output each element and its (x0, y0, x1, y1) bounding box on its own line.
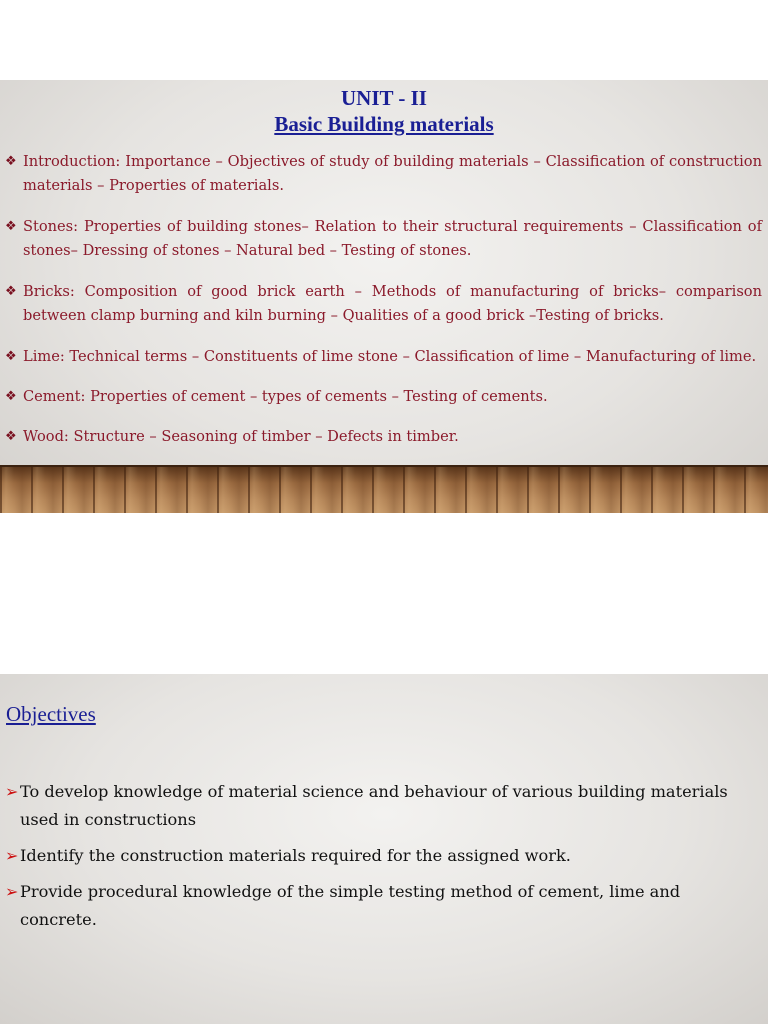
list-item-text: Lime: Technical terms – Constituents of lime stone – Classification of lime – Manufacturing of lime. (23, 348, 757, 365)
diamond-bullet-icon: ❖ (5, 349, 17, 364)
wood-floor-decoration (0, 465, 768, 513)
list-item (5, 345, 762, 385)
list-item-text: To develop knowledge of material science and behaviour of various building materials used in constructions (20, 782, 728, 829)
arrow-bullet-icon: ➢ (5, 882, 19, 901)
diamond-bullet-icon: ❖ (5, 389, 17, 404)
unit-subtitle: Basic Building materials (274, 112, 494, 136)
list-item (5, 842, 760, 878)
list-item (5, 425, 762, 449)
arrow-bullet-icon: ➢ (5, 782, 19, 801)
objectives-title: Objectives (6, 702, 96, 726)
list-item-text: Provide procedural knowledge of the simple testing method of cement, lime and concrete. (20, 882, 681, 929)
slide-unit-ii (0, 80, 768, 513)
diamond-bullet-icon: ❖ (5, 284, 17, 299)
list-item-text: Stones: Properties of building stones– Relation to their structural requirements – Classification of stones– Dressing of stones – Natural bed – Testing of stones. (23, 218, 762, 259)
list-item (5, 150, 762, 215)
list-item (5, 878, 760, 934)
diamond-bullet-icon: ❖ (5, 154, 17, 169)
list-item (5, 385, 762, 425)
slide-objectives (0, 674, 768, 1024)
arrow-bullet-icon: ➢ (5, 846, 19, 865)
list-item-text: Identify the construction materials required for the assigned work. (20, 846, 571, 865)
diamond-bullet-icon: ❖ (5, 219, 17, 234)
syllabus-list (5, 150, 762, 449)
list-item-text: Cement: Properties of cement – types of cements – Testing of cements. (23, 388, 548, 405)
list-item (5, 280, 762, 345)
list-item (5, 215, 762, 280)
list-item-text: Wood: Structure – Seasoning of timber – Defects in timber. (23, 428, 459, 445)
diamond-bullet-icon: ❖ (5, 429, 17, 444)
unit-title: UNIT - II (341, 86, 427, 110)
objectives-list (5, 778, 760, 934)
list-item-text: Introduction: Importance – Objectives of study of building materials – Classification of construction materials – Properties of materials. (23, 153, 762, 194)
list-item-text: Bricks: Composition of good brick earth – Methods of manufacturing of bricks– comparison between clamp burning and kiln burning – Qualities of a good brick –Testing of bricks. (23, 283, 762, 324)
list-item (5, 778, 760, 842)
